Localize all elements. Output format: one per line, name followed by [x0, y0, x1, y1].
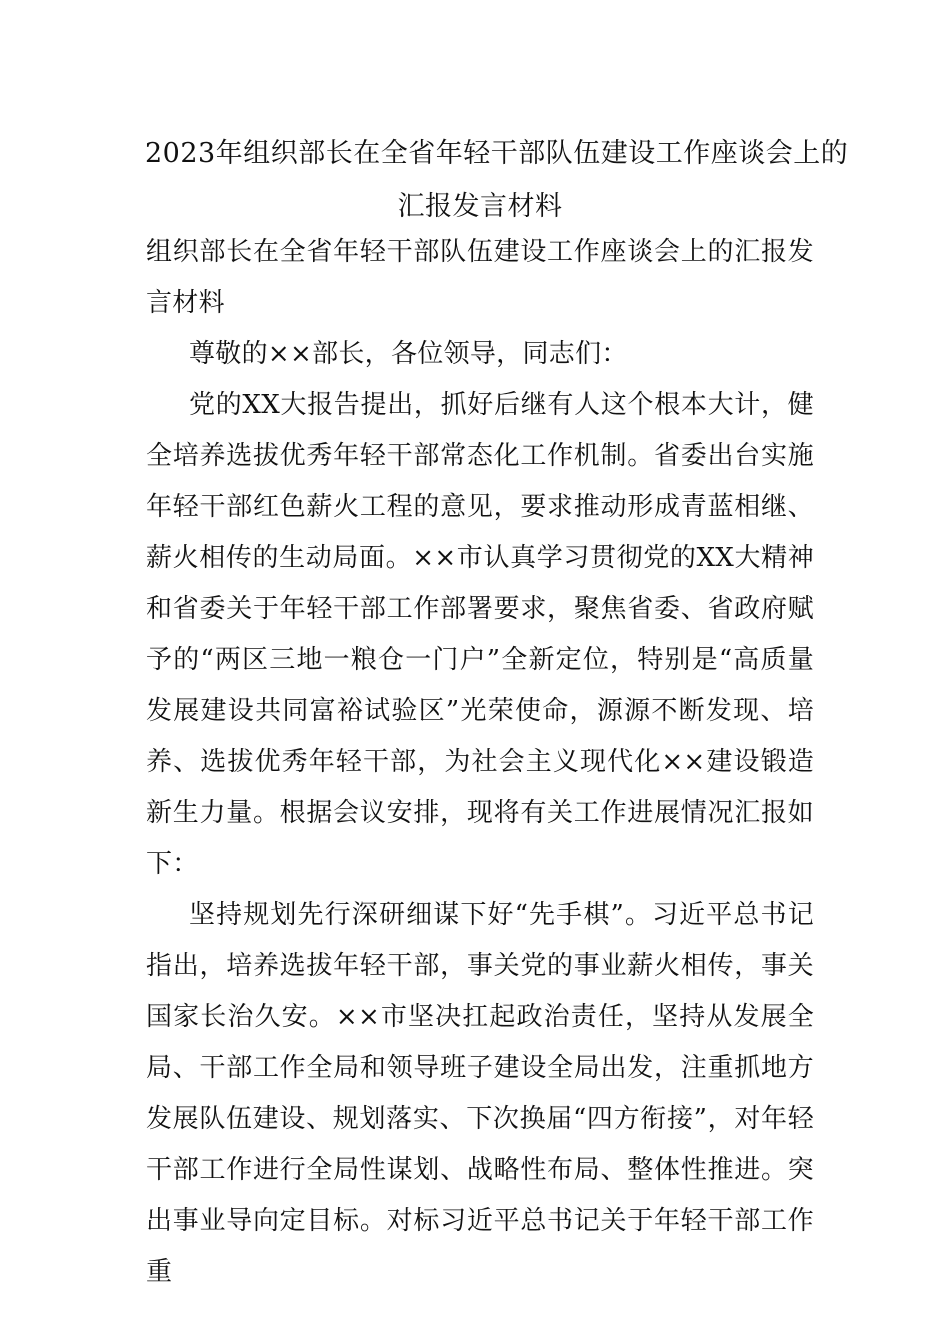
subtitle-paragraph: 组织部长在全省年轻干部队伍建设工作座谈会上的汇报发言材料	[146, 237, 814, 318]
section-paragraph: 坚持规划先行深研细谋下好“先手棋”。习近平总书记指出，培养选拔年轻干部，事关党的事业薪火相传，事关国家长治久安。××市坚决扛起政治责任，坚持从发展全局、干部工作全局和领导班子建设全局出发，注重抓地方发展队伍建设、规划落实、下次换届“四方衔接”，对年轻干部工作进行全局性谋划、战略性布局、整体性推进。突出事业导向定目标。对标习近平总书记关于年轻干部工作重	[146, 900, 814, 1287]
document-title-line-2: 汇报发言材料	[397, 191, 563, 222]
document-body	[146, 227, 814, 1298]
intro-paragraph: 党的XX大报告提出，抓好后继有人这个根本大计，健全培养选拔优秀年轻干部常态化工作机制。省委出台实施年轻干部红色薪火工程的意见，要求推动形成青蓝相继、薪火相传的生动局面。××市认真学习贯彻党的XX大精神和省委关于年轻干部工作部署要求，聚焦省委、省政府赋予的“两区三地一粮仓一门户”全新定位，特别是“高质量发展建设共同富裕试验区”光荣使命，源源不断发现、培养、选拔优秀年轻干部，为社会主义现代化××建设锻造新生力量。根据会议安排，现将有关工作进展情况汇报如下：	[146, 390, 814, 879]
salutation-paragraph: 尊敬的××部长，各位领导，同志们：	[189, 339, 628, 369]
document-title-line-1: 2023年组织部长在全省年轻干部队伍建设工作座谈会上的	[145, 138, 849, 169]
